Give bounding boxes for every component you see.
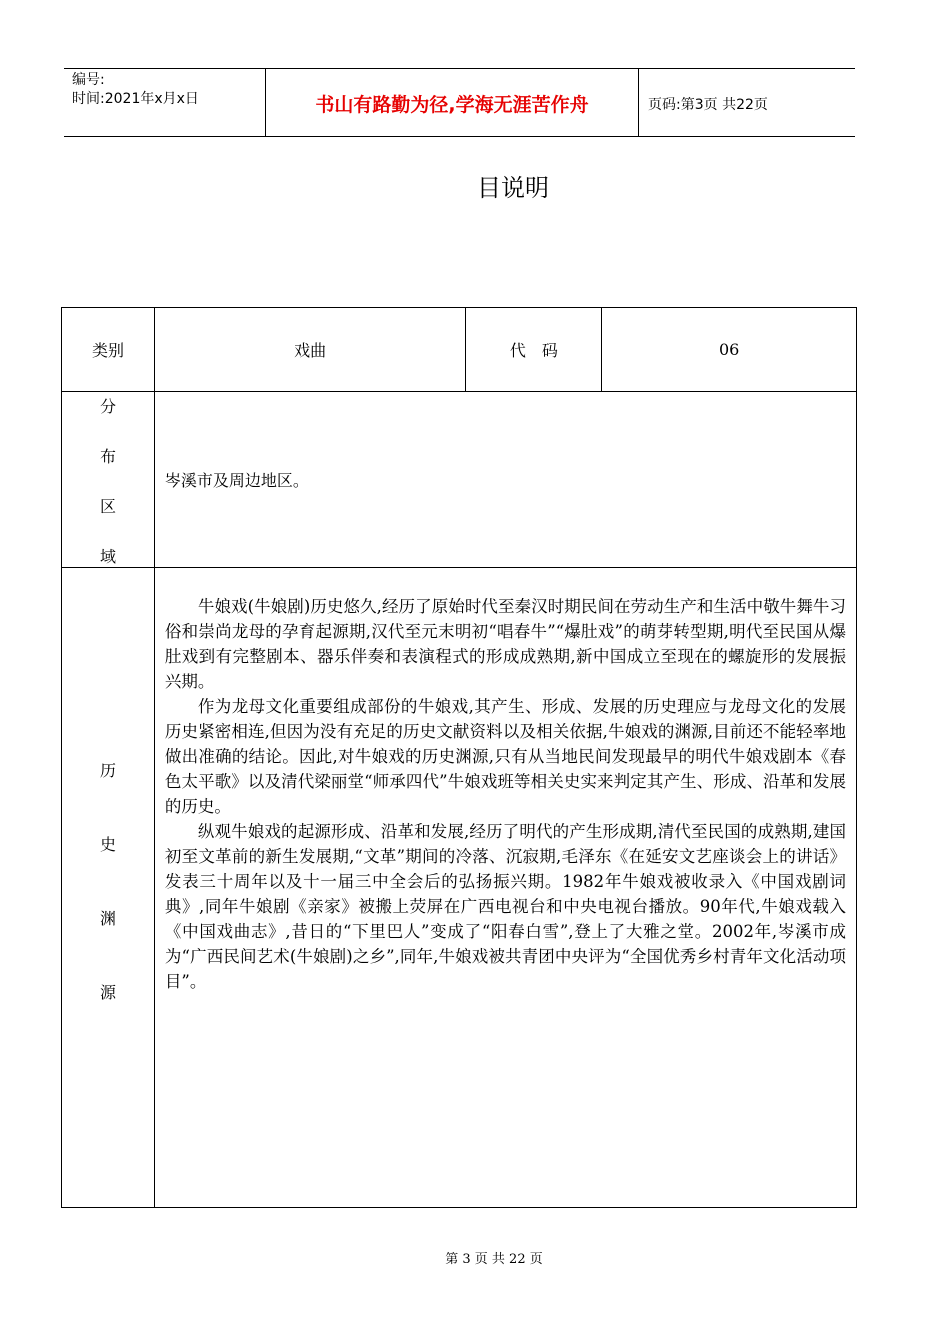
area-value: 岑溪市及周边地区。 <box>154 392 856 568</box>
history-paragraph: 牛娘戏(牛娘剧)历史悠久,经历了原始时代至秦汉时期民间在劳动生产和生活中敬牛舞牛习俗和崇尚龙母的孕育起源期,汉代至元末明初“唱春牛”“爆肚戏”的萌芽转型期,明代至民国从爆肚戏到有完整剧本、器乐伴奏和表演程式的形成成熟期,新中国成立至现在的螺旋形的发展振兴期。 <box>164 597 846 691</box>
label-char: 源 <box>99 983 116 1002</box>
category-value: 戏曲 <box>154 308 466 392</box>
label-char: 区 <box>99 497 116 516</box>
label-char: 史 <box>99 835 116 854</box>
code-label: 代 码 <box>466 308 602 392</box>
page-footer: 第 3 页 共 22 页 <box>445 1252 543 1267</box>
history-paragraph: 纵观牛娘戏的起源形成、沿革和发展,经历了明代的产生形成期,清代至民国的成熟期,建国初至文革前的新生发展期,“文革”期间的冷落、沉寂期,毛泽东《在延安文艺座谈会上的讲话》发表三十周年以及十一届三中全会后的弘扬振兴期。1982年牛娘戏被收录入《中国戏剧词典》,同年牛娘剧《亲家》被搬上荧屏在广西电视台和中央电视台播放。90年代,牛娘戏载入《中国戏曲志》,昔日的“下里巴人”变成了“阳春白雪”,登上了大雅之堂。2002年,岑溪市成为“广西民间艺术(牛娘剧)之乡”,同年,牛娘戏被共青团中央评为“全国优秀乡村青年文化活动项目”。 <box>164 822 846 991</box>
history-label <box>62 568 155 1208</box>
history-text <box>154 568 856 1208</box>
label-char: 域 <box>99 547 116 566</box>
label-char: 历 <box>99 761 116 780</box>
header-divider <box>638 69 639 136</box>
label-char: 分 <box>99 397 116 416</box>
header-page-info: 页码:第3页 共22页 <box>648 97 768 113</box>
code-value: 06 <box>602 308 857 392</box>
table-row <box>62 308 857 392</box>
document-title: 目说明 <box>477 174 549 202</box>
category-label: 类别 <box>62 308 155 392</box>
table-row <box>62 392 857 568</box>
header-motto: 书山有路勤为径,学海无涯苦作舟 <box>315 94 589 116</box>
serial-label: 编号: <box>72 72 105 88</box>
label-char: 布 <box>99 447 116 466</box>
time-label: 时间:2021年x月x日 <box>72 91 199 107</box>
table-row <box>62 568 857 1208</box>
info-table <box>61 307 857 1208</box>
header-meta <box>72 71 199 109</box>
history-paragraph: 作为龙母文化重要组成部份的牛娘戏,其产生、形成、发展的历史理应与龙母文化的发展历史紧密相连,但因为没有充足的历史文献资料以及相关依据,牛娘戏的渊源,目前还不能轻率地做出准确的结论。因此,对牛娘戏的历史渊源,只有从当地民间发现最早的明代牛娘戏剧本《春色太平歌》以及清代梁丽堂“师承四代”牛娘戏班等相关史实来判定其产生、形成、沿革和发展的历史。 <box>164 697 846 816</box>
area-label <box>62 392 155 568</box>
label-char: 渊 <box>99 909 116 928</box>
page-header <box>64 68 855 137</box>
